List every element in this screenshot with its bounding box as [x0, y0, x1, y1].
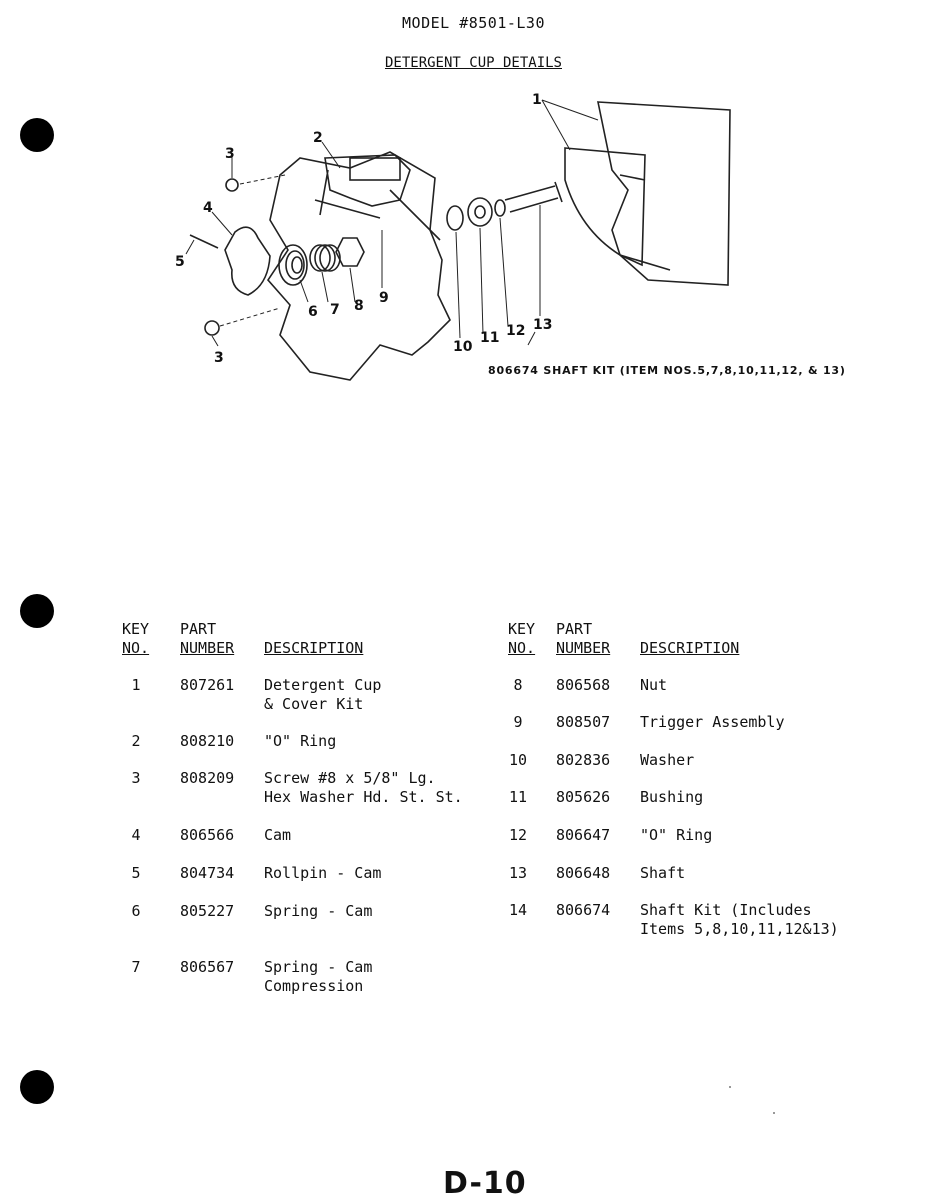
description-line1: Spring - Cam	[264, 958, 373, 976]
callout-4: 4	[203, 200, 213, 216]
rollpin	[190, 235, 218, 248]
header-key	[122, 620, 149, 658]
trigger-assembly	[315, 155, 440, 240]
parts-table-left	[120, 620, 490, 1000]
header-part-line2: NUMBER	[180, 639, 235, 657]
header-part-line2: NUMBER	[556, 639, 611, 657]
callout-3-top: 3	[225, 146, 235, 162]
scan-speck	[773, 1112, 775, 1114]
part-number: 808209	[180, 769, 235, 787]
key-no: 11	[508, 788, 528, 806]
exploded-diagram	[150, 80, 830, 400]
header-key-line1: KEY	[508, 620, 536, 638]
callout-8: 8	[354, 298, 364, 314]
compression-spring	[310, 245, 340, 271]
callout-3-bottom: 3	[214, 350, 224, 366]
key-no: 5	[131, 864, 141, 882]
key-no: 3	[131, 769, 141, 787]
header-key-line2: NO.	[122, 639, 150, 657]
page-number: D-10	[443, 1166, 527, 1201]
description-line1: "O" Ring	[264, 732, 337, 750]
description-line1: Washer	[640, 751, 695, 769]
description-line2: Compression	[264, 977, 364, 995]
part-number: 806568	[556, 676, 611, 694]
bushing	[468, 198, 492, 226]
part-number: 806647	[556, 826, 611, 844]
header-part-line1: PART	[556, 620, 593, 638]
detergent-cup	[565, 148, 645, 265]
binder-hole-top	[20, 118, 54, 152]
key-no: 13	[508, 864, 528, 882]
header-description	[264, 639, 363, 658]
binder-hole-middle	[20, 594, 54, 628]
parts-table-right	[502, 620, 922, 950]
shaft	[505, 182, 562, 212]
part-number: 808210	[180, 732, 235, 750]
description-line1: Bushing	[640, 788, 704, 806]
model-title: MODEL #8501-L30	[402, 14, 545, 32]
part-number: 806566	[180, 826, 235, 844]
part-number: 805626	[556, 788, 611, 806]
header-part	[180, 620, 234, 658]
callout-6: 6	[308, 304, 318, 320]
part-number: 806648	[556, 864, 611, 882]
key-no: 1	[131, 676, 141, 694]
key-no: 10	[508, 751, 528, 769]
description-line2: Items 5,8,10,11,12&13)	[640, 920, 839, 938]
part-number: 807261	[180, 676, 235, 694]
header-key-line1: KEY	[122, 620, 150, 638]
cam-spring	[279, 245, 307, 285]
key-no: 8	[513, 676, 523, 694]
callout-9: 9	[379, 290, 389, 306]
exploded-diagram-drawing	[150, 80, 830, 400]
header-key	[508, 620, 535, 658]
part-number: 806674	[556, 901, 611, 919]
cam	[225, 227, 270, 295]
header-description-label: DESCRIPTION	[640, 639, 740, 657]
description-line2: Hex Washer Hd. St. St.	[264, 788, 463, 806]
key-no: 9	[513, 713, 523, 731]
key-no: 2	[131, 732, 141, 750]
description-line1: Shaft	[640, 864, 686, 882]
description-line1: Trigger Assembly	[640, 713, 785, 731]
description-line1: Cam	[264, 826, 292, 844]
header-part-line1: PART	[180, 620, 217, 638]
key-no: 14	[508, 901, 528, 919]
key-no: 6	[131, 902, 141, 920]
callout-5: 5	[175, 254, 185, 270]
washer	[447, 206, 463, 230]
detergent-cup-cover	[598, 102, 730, 285]
o-ring	[495, 200, 505, 216]
nut	[336, 238, 364, 266]
callout-12: 12	[506, 323, 526, 339]
description-line1: Spring - Cam	[264, 902, 373, 920]
description-line2: & Cover Kit	[264, 695, 364, 713]
description-line1: Screw #8 x 5/8" Lg.	[264, 769, 436, 787]
section-title: DETERGENT CUP DETAILS	[384, 55, 562, 71]
part-number: 806567	[180, 958, 235, 976]
callout-13: 13	[533, 317, 553, 333]
callout-7: 7	[330, 302, 340, 318]
description-line1: Shaft Kit (Includes	[640, 901, 812, 919]
callout-1: 1	[532, 92, 542, 108]
part-number: 805227	[180, 902, 235, 920]
scan-speck	[729, 1086, 731, 1088]
binder-hole-bottom	[20, 1070, 54, 1104]
key-no: 7	[131, 958, 141, 976]
callout-2: 2	[313, 130, 323, 146]
description-line1: "O" Ring	[640, 826, 713, 844]
header-description	[640, 639, 739, 658]
description-line1: Detergent Cup	[264, 676, 382, 694]
description-line1: Rollpin - Cam	[264, 864, 382, 882]
screw-top	[226, 179, 238, 191]
header-description-label: DESCRIPTION	[264, 639, 364, 657]
housing-panel	[268, 152, 450, 380]
part-number: 802836	[556, 751, 611, 769]
header-key-line2: NO.	[508, 639, 536, 657]
part-number: 804734	[180, 864, 235, 882]
key-no: 4	[131, 826, 141, 844]
description-line1: Nut	[640, 676, 668, 694]
screw-bottom	[205, 321, 219, 335]
shaft-kit-note: 806674 SHAFT KIT (ITEM NOS.5,7,8,10,11,12, & 13)	[488, 364, 846, 377]
callout-10: 10	[453, 339, 473, 355]
callout-11: 11	[480, 330, 500, 346]
header-part	[556, 620, 610, 658]
key-no: 12	[508, 826, 528, 844]
part-number: 808507	[556, 713, 611, 731]
